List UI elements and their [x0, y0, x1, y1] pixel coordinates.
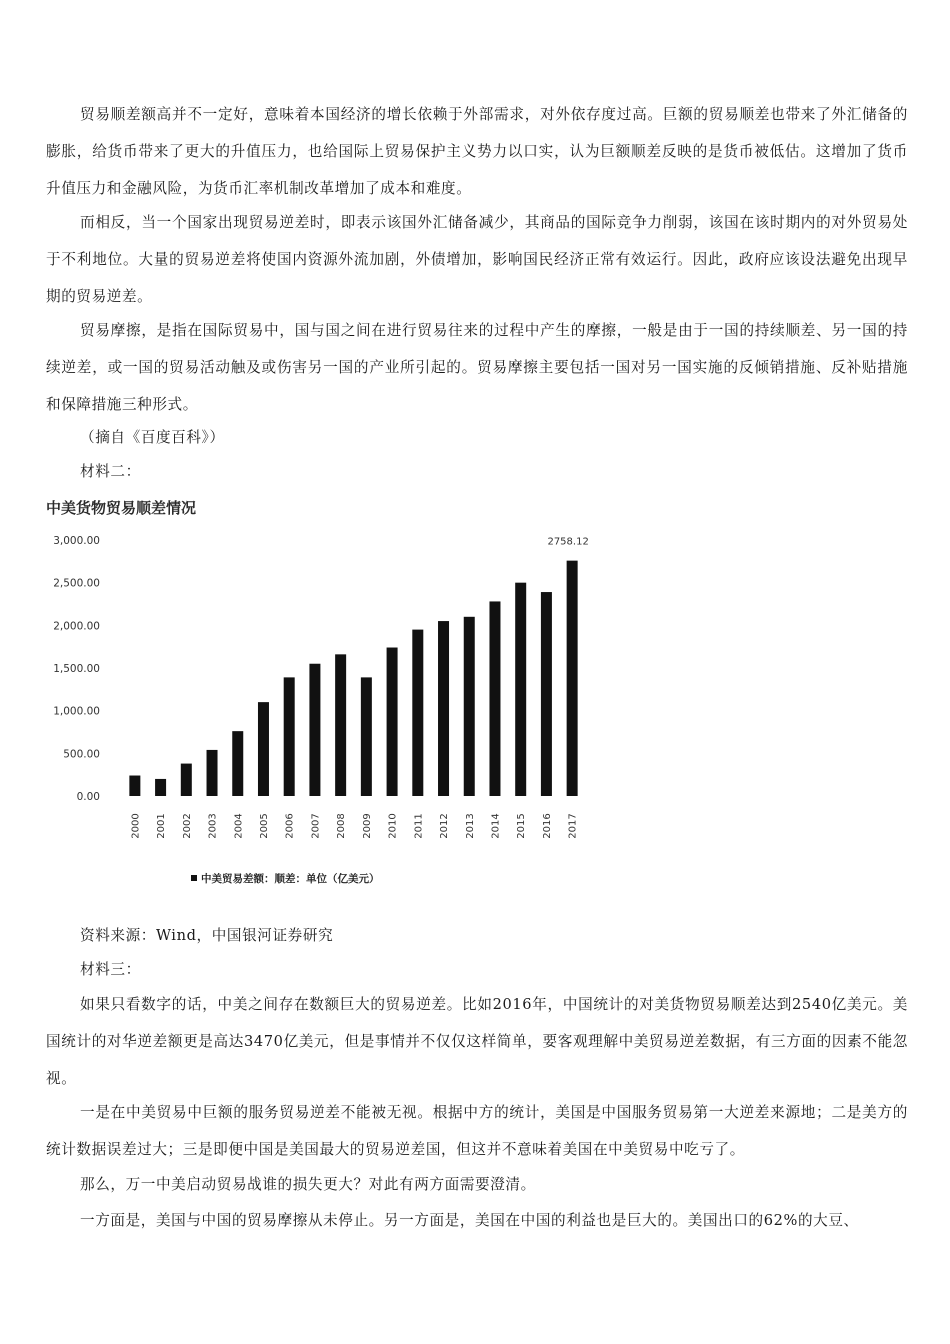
- bar-2012: [438, 621, 449, 796]
- x-tick-label: 2017: [567, 813, 579, 839]
- citation: （摘自《百度百科》）: [80, 429, 225, 446]
- x-tick-label: 2007: [310, 813, 322, 839]
- legend-swatch: [191, 875, 197, 881]
- bar-2010: [387, 648, 398, 796]
- x-tick-label: 2003: [207, 813, 219, 839]
- paragraph-trade-deficit: 而相反，当一个国家出现贸易逆差时，即表示该国外汇储备减少，其商品的国际竞争力削弱，该国在该时期内的对外贸易处于不利地位。大量的贸易逆差将使国内资源外流加剧，外债增加，影响国民经济正常有效运行。因此，政府应该设法避免出现早期的贸易逆差。: [46, 214, 908, 305]
- bar-2001: [155, 779, 166, 796]
- x-tick-label: 2006: [284, 813, 296, 839]
- bar-2007: [309, 664, 320, 796]
- chart-title: 中美货物贸易顺差情况: [46, 499, 197, 517]
- y-axis-ticks: [53, 535, 100, 803]
- paragraph-deficit-numbers: 如果只看数字的话，中美之间存在数额巨大的贸易逆差。比如2016年，中国统计的对美货物贸易顺差达到2540亿美元。美国统计的对华逆差额更是高达3470亿美元，但是事情并不仅仅这样简单，要客观理解中美贸易逆差数据，有三方面的因素不能忽视。: [46, 996, 908, 1087]
- paragraph-trade-war-question: 那么，万一中美启动贸易战谁的损失更大？对此有两方面需要澄清。: [80, 1176, 536, 1193]
- y-tick-label: 0.00: [76, 791, 100, 803]
- bar-2004: [232, 731, 243, 796]
- bar-2008: [335, 654, 346, 796]
- material-two-label: 材料二：: [80, 463, 141, 480]
- data-label-2017: 2758.12: [547, 536, 589, 548]
- y-tick-label: 500.00: [63, 748, 100, 761]
- bar-2016: [541, 592, 552, 796]
- x-tick-label: 2002: [181, 813, 193, 839]
- bar-2005: [258, 702, 269, 796]
- y-tick-label: 1,000.00: [53, 705, 100, 718]
- bar-2017: [567, 561, 578, 796]
- bar-2015: [515, 583, 526, 796]
- x-tick-label: 2004: [233, 813, 245, 839]
- y-tick-label: 3,000.00: [53, 535, 100, 547]
- x-tick-label: 2013: [464, 813, 476, 839]
- paragraph-trade-friction: 贸易摩擦，是指在国际贸易中，国与国之间在进行贸易往来的过程中产生的摩擦，一般是由于一国的持续顺差、另一国的持续逆差，或一国的贸易活动触及或伤害另一国的产业所引起的。贸易摩擦主要包括一国对另一国实施的反倾销措施、反补贴措施和保障措施三种形式。: [46, 322, 908, 413]
- x-tick-label: 2000: [130, 813, 142, 839]
- y-tick-label: 2,500.00: [53, 577, 100, 590]
- x-tick-label: 2012: [439, 813, 451, 839]
- x-tick-label: 2011: [413, 813, 425, 839]
- x-tick-label: 2009: [361, 813, 373, 839]
- bar-2009: [361, 677, 372, 796]
- x-tick-label: 2010: [387, 813, 399, 839]
- paragraph-three-factors: 一是在中美贸易中巨额的服务贸易逆差不能被无视。根据中方的统计，美国是中国服务贸易第一大逆差来源地；二是美方的统计数据误差过大；三是即便中国是美国最大的贸易逆差国，但这并不意味着美国在中美贸易中吃亏了。: [46, 1104, 908, 1158]
- bar-2006: [284, 677, 295, 796]
- x-tick-label: 2016: [541, 813, 553, 839]
- bar-2003: [207, 750, 218, 796]
- bar-2011: [412, 630, 423, 796]
- bar-2000: [129, 776, 140, 796]
- material-three-label: 材料三：: [80, 961, 141, 978]
- source-note: 资料来源：Wind，中国银河证券研究: [80, 927, 334, 944]
- paragraph-us-interests: 一方面是，美国与中国的贸易摩擦从未停止。另一方面是，美国在中国的利益也是巨大的。美国出口的62%的大豆、: [80, 1212, 859, 1229]
- paragraph-trade-surplus: 贸易顺差额高并不一定好，意味着本国经济的增长依赖于外部需求，对外依存度过高。巨额的贸易顺差也带来了外汇储备的膨胀，给货币带来了更大的升值压力，也给国际上贸易保护主义势力以口实，认为巨额顺差反映的是货币被低估。这增加了货币升值压力和金融风险，为货币汇率机制改革增加了成本和难度。: [46, 106, 908, 197]
- bar-2014: [489, 601, 500, 796]
- x-tick-label: 2001: [156, 813, 168, 839]
- x-tick-label: 2015: [516, 813, 528, 839]
- chart-legend: 中美贸易差额：顺差：单位（亿美元）: [201, 873, 380, 885]
- bar-2002: [181, 764, 192, 796]
- x-tick-label: 2008: [336, 813, 348, 839]
- trade-surplus-bar-chart: [40, 520, 600, 900]
- x-tick-label: 2014: [490, 813, 502, 839]
- x-tick-label: 2005: [258, 813, 270, 839]
- x-axis-ticks: [130, 813, 578, 838]
- y-tick-label: 2,000.00: [53, 620, 100, 633]
- bar-series: [129, 561, 577, 796]
- bar-2013: [464, 617, 475, 796]
- y-tick-label: 1,500.00: [53, 663, 100, 675]
